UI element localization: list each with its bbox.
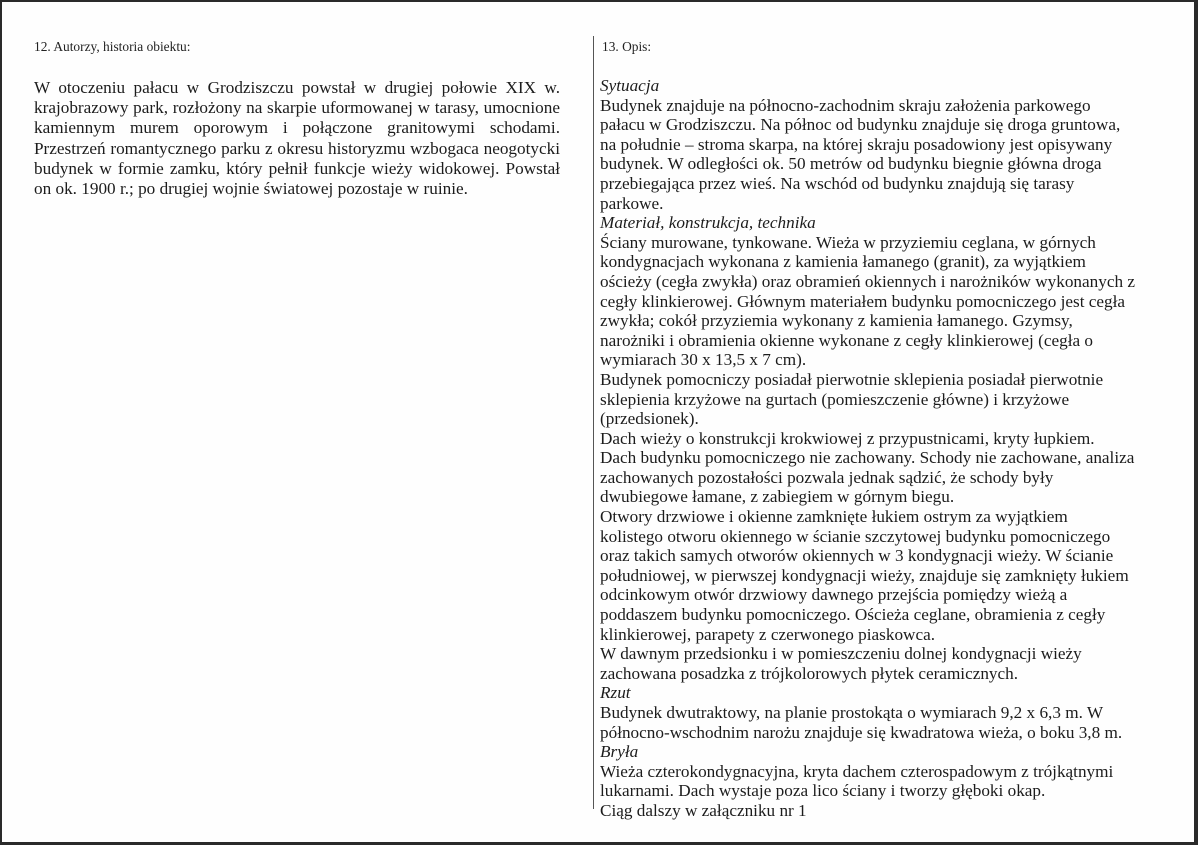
paragraph: Wieża czterokondygnacyjna, kryta dachem czterospadowym z trójkątnymi lukarnami. Dach wystaje poza lico ściany i tworzy głęboki okap. <box>600 761 1114 801</box>
document-page <box>2 2 1194 842</box>
history-column <box>34 78 560 199</box>
paragraph: Budynek znajduje na północno-zachodnim skraju założenia parkowego pałacu w Grodziszczu. Na północ od budynku znajduje się droga gruntowa, na południe – stroma skarpa, na której skraju posadowiony jest opisywany budynek. W odległości ok. 50 metrów od budynku biegnie główna droga przebiegająca przez wieś. Na wschód od budynku znajdują się tarasy parkowe. <box>600 95 1121 213</box>
paragraph: Dach wieży o konstrukcji krokwiowej z przypustnicami, kryty łupkiem. Dach budynku pomocniczego nie zachowany. Schody nie zachowane, analiza zachowanych pozostałości pozwala jednak sądzić, że schody były dwubiegowe łamane, z zabiegiem w górnym biegu. <box>600 428 1135 507</box>
section-13-label: 13. Opis: <box>602 39 652 54</box>
section-12-label: 12. Autorzy, historia obiektu: <box>34 39 191 54</box>
subheading-material: Materiał, konstrukcja, technika <box>600 213 816 233</box>
paragraph: Budynek dwutraktowy, na planie prostokąta o wymiarach 9,2 x 6,3 m. W północno-wschodnim narożu znajduje się kwadratowa wieża, o boku 3,8 m. <box>600 703 1123 742</box>
paragraph: Otwory drzwiowe i okienne zamknięte łukiem ostrym za wyjątkiem kolistego otworu okiennego w ścianie szczytowej budynku pomocniczego oraz takich samych otworów okiennych w 3 kondygnacji wieży. W ścianie południowej, w pierwszej kondygnacji wieży, znajduje się zamknięty łukiem odcinkowym otwór drzwiowy dawnego przejścia pomiędzy wieżą a poddaszem budynku pomocniczego. Ościeża ceglane, obramienia z cegły klinkierowej, parapety z czerwonego piaskowca. <box>600 507 1129 644</box>
paragraph: Ściany murowane, tynkowane. Wieża w przyziemiu ceglana, w górnych kondygnacjach wykonana z kamienia łamanego (granit), za wyjątkiem ościeży (cegła zwykła) oraz obramień okiennych i narożników wykonanych z cegły klinkierowej. Głównym materiałem budynku pomocniczego jest cegła zwykła; cokół przyziemia wykonany z kamienia łamanego. Gzymsy, narożniki i obramienia okienne wykonane z cegły klinkierowej (cegła o wymiarach 30 x 13,5 x 7 cm). <box>600 232 1135 370</box>
description-column <box>600 76 1135 821</box>
history-text: W otoczeniu pałacu w Grodziszczu powstał w drugiej połowie XIX w. krajobrazowy park, rozłożony na skarpie uformowanej w tarasy, umocnione kamiennym murem oporowym i połączone granitowymi schodami. Przestrzeń romantycznego parku z okresu historyzmu wzbogaca neogotycki budynek w formie zamku, który pełnił funkcje wieży widokowej. Powstał on ok. 1900 r.; po drugiej wojnie światowej pozostaje w ruinie. <box>34 78 560 199</box>
column-divider <box>593 36 594 809</box>
subheading-rzut: Rzut <box>600 683 631 703</box>
continuation-note: Ciąg dalszy w załączniku nr 1 <box>600 800 807 820</box>
subheading-sytuacja: Sytuacja <box>600 76 660 95</box>
paragraph: Budynek pomocniczy posiadał pierwotnie sklepienia posiadał pierwotnie sklepienia krzyżowe na gurtach (pomieszczenie główne) i krzyżowe (przedsionek). <box>600 369 1104 429</box>
paragraph: W dawnym przedsionku i w pomieszczeniu dolnej kondygnacji wieży zachowana posadzka z trójkolorowych płytek ceramicznych. <box>600 644 1082 683</box>
subheading-bryla: Bryła <box>600 742 639 762</box>
